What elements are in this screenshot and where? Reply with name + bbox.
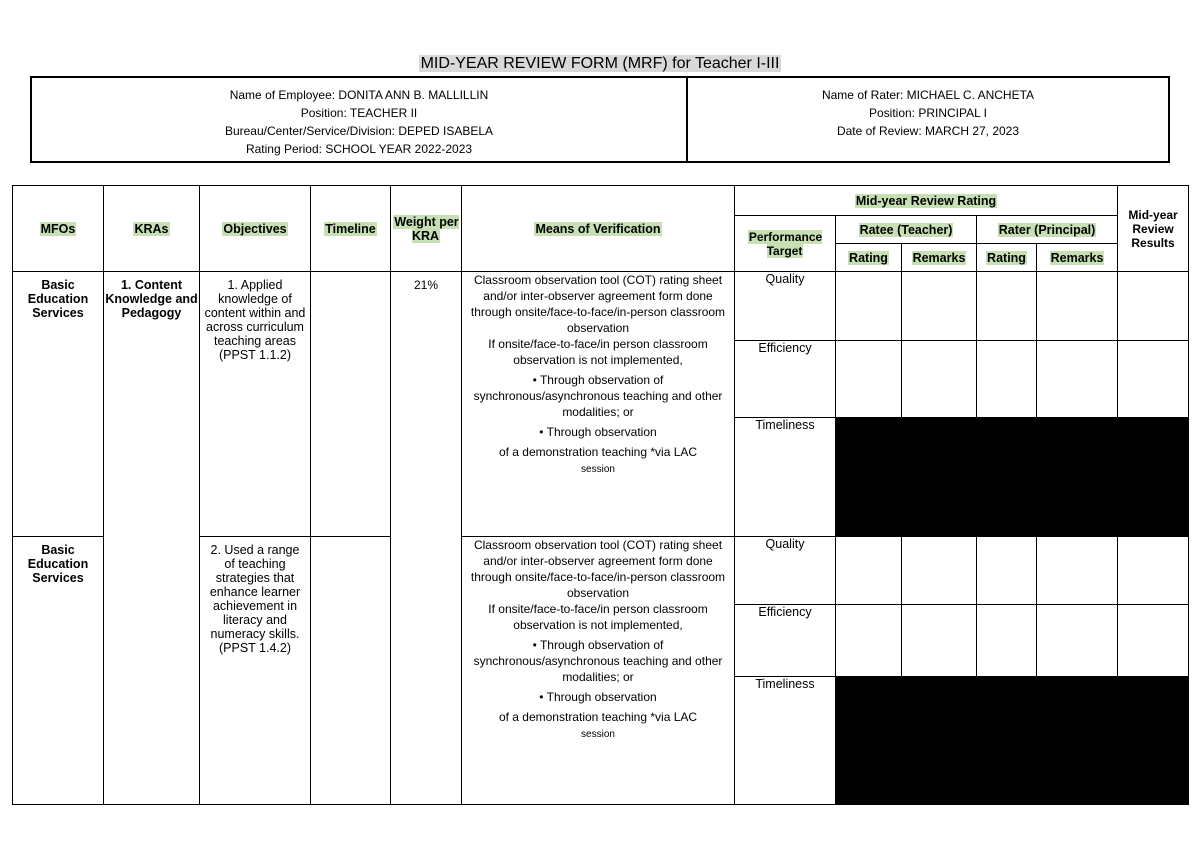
result-cell[interactable] xyxy=(1118,272,1189,341)
col-rater-rating: Rating xyxy=(977,244,1037,272)
employee-name: Name of Employee: DONITA ANN B. MALLILLIN xyxy=(229,88,489,102)
rating-cell[interactable] xyxy=(977,537,1037,605)
objective-cell: 1. Applied knowledge of content within and across curriculum teaching areas (PPST 1.1.2) xyxy=(200,272,311,537)
rating-period: Rating Period: SCHOOL YEAR 2022-2023 xyxy=(245,142,473,156)
table-row xyxy=(13,272,1189,341)
form-title: MID-YEAR REVIEW FORM (MRF) for Teacher I-III xyxy=(420,55,780,72)
col-results: Mid-year Review Results xyxy=(1118,186,1189,272)
target-timeliness: Timeliness xyxy=(735,418,836,537)
remarks-cell[interactable] xyxy=(1037,537,1118,605)
rater-info xyxy=(688,78,1168,161)
col-rater-remarks: Remarks xyxy=(1037,244,1118,272)
employee-division: Bureau/Center/Service/Division: DEPED ISABELA xyxy=(224,124,494,138)
remarks-cell[interactable] xyxy=(902,537,977,605)
remarks-cell[interactable] xyxy=(902,272,977,341)
col-mfos: MFOs xyxy=(13,186,104,272)
remarks-cell[interactable] xyxy=(1037,605,1118,677)
col-ratee: Ratee (Teacher) xyxy=(836,216,977,244)
rater-name: Name of Rater: MICHAEL C. ANCHETA xyxy=(821,88,1035,102)
kra-cell: 1. Content Knowledge and Pedagogy xyxy=(104,272,200,805)
employee-position: Position: TEACHER II xyxy=(300,106,418,120)
rating-cell[interactable] xyxy=(836,272,902,341)
result-cell[interactable] xyxy=(1118,341,1189,418)
col-rater: Rater (Principal) xyxy=(977,216,1118,244)
rating-cell[interactable] xyxy=(836,537,902,605)
rater-position: Position: PRINCIPAL I xyxy=(868,106,988,120)
mfo-cell: Basic Education Services xyxy=(13,537,104,805)
shaded-cell xyxy=(836,677,1189,805)
result-cell[interactable] xyxy=(1118,537,1189,605)
rating-cell[interactable] xyxy=(836,605,902,677)
remarks-cell[interactable] xyxy=(902,341,977,418)
target-quality: Quality xyxy=(735,272,836,341)
remarks-cell[interactable] xyxy=(1037,341,1118,418)
review-date: Date of Review: MARCH 27, 2023 xyxy=(836,124,1020,138)
employee-info xyxy=(32,78,688,161)
col-ratee-remarks: Remarks xyxy=(902,244,977,272)
rating-cell[interactable] xyxy=(977,605,1037,677)
col-timeline: Timeline xyxy=(311,186,391,272)
weight-cell: 21% xyxy=(391,272,462,805)
target-quality: Quality xyxy=(735,537,836,605)
col-performance-target: Performance Target xyxy=(735,216,836,272)
col-midyear-rating: Mid-year Review Rating xyxy=(735,186,1118,216)
mfo-cell: Basic Education Services xyxy=(13,272,104,537)
review-table xyxy=(12,185,1189,805)
rating-cell[interactable] xyxy=(977,341,1037,418)
result-cell[interactable] xyxy=(1118,605,1189,677)
col-weight: Weight per KRA xyxy=(391,186,462,272)
shaded-cell xyxy=(836,418,1189,537)
remarks-cell[interactable] xyxy=(902,605,977,677)
col-mov: Means of Verification xyxy=(462,186,735,272)
rating-cell[interactable] xyxy=(836,341,902,418)
mov-cell: Classroom observation tool (COT) rating sheet and/or inter-observer agreement form done through onsite/face-to-face/in-person classroom observation If onsite/face-to-face/in person classroom observation is not implemented, • Through observation of synchronous/asynchronous teaching and other modalities; or • Through observation of a demonstration teaching *via LAC session xyxy=(462,272,735,537)
rating-cell[interactable] xyxy=(977,272,1037,341)
col-ratee-rating: Rating xyxy=(836,244,902,272)
target-timeliness: Timeliness xyxy=(735,677,836,805)
mov-cell: Classroom observation tool (COT) rating sheet and/or inter-observer agreement form done through onsite/face-to-face/in-person classroom observation If onsite/face-to-face/in person classroom observation is not implemented, • Through observation of synchronous/asynchronous teaching and other modalities; or • Through observation of a demonstration teaching *via LAC session xyxy=(462,537,735,805)
target-efficiency: Efficiency xyxy=(735,605,836,677)
remarks-cell[interactable] xyxy=(1037,272,1118,341)
timeline-cell xyxy=(311,272,391,537)
timeline-cell xyxy=(311,537,391,805)
col-kras: KRAs xyxy=(104,186,200,272)
objective-cell: 2. Used a range of teaching strategies that enhance learner achievement in literacy and numeracy skills. (PPST 1.4.2) xyxy=(200,537,311,805)
col-objectives: Objectives xyxy=(200,186,311,272)
target-efficiency: Efficiency xyxy=(735,341,836,418)
employee-rater-info xyxy=(30,76,1170,163)
